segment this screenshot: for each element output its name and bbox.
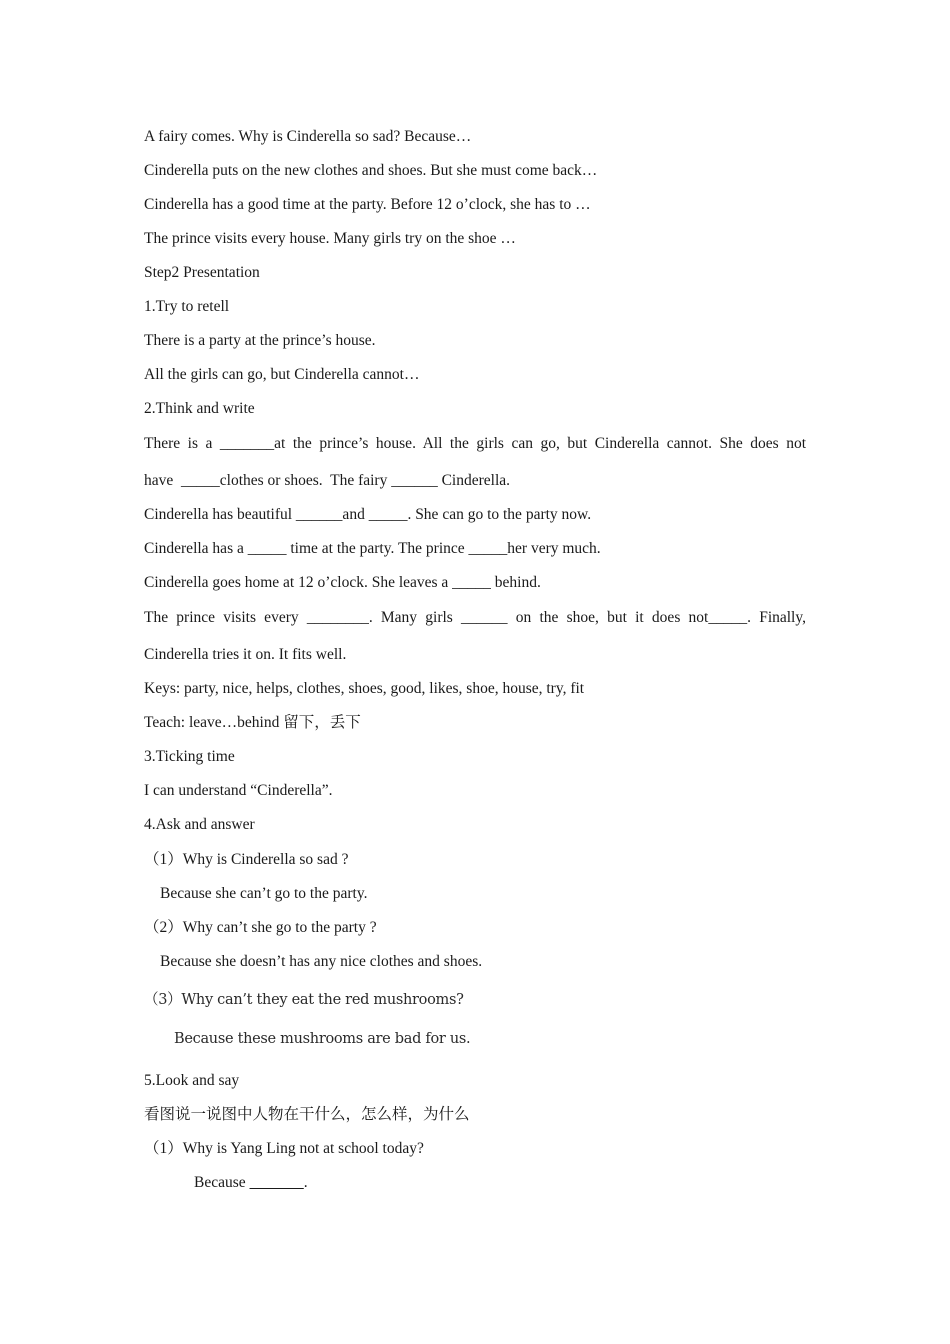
section-retell-heading: 1.Try to retell — [144, 298, 230, 315]
story-line-party: Cinderella has a good time at the party. Before 12 o’clock, she has to … — [144, 196, 591, 213]
answer-2: Because she doesn’t has any nice clothes and shoes. — [160, 953, 483, 970]
question-2: （2）Why can’t she go to the party ? — [144, 919, 377, 936]
story-line-clothes: Cinderella puts on the new clothes and shoes. But she must come back… — [144, 162, 598, 179]
answer-prefix: Because — [194, 1174, 250, 1191]
section-think-write-heading: 2.Think and write — [144, 400, 255, 417]
step2-heading: Step2 Presentation — [144, 264, 260, 281]
ticking-line: I can understand “Cinderella”. — [144, 782, 333, 799]
fill-blank-line-5: Cinderella goes home at 12 o’clock. She leaves a _____ behind. — [144, 574, 541, 591]
section-ticking-heading: 3.Ticking time — [144, 748, 235, 765]
teach-line: Teach: leave…behind 留下，丢下 — [144, 714, 361, 731]
keys-line: Keys: party, nice, helps, clothes, shoes, good, likes, shoe, house, try, fit — [144, 680, 585, 697]
section-ask-answer-heading: 4.Ask and answer — [144, 816, 255, 833]
fill-blank-line-7: Cinderella tries it on. It fits well. — [144, 646, 347, 663]
answer-3: Because these mushrooms are bad for us. — [174, 1030, 471, 1048]
fill-blank-line-4: Cinderella has a _____ time at the party. The prince _____her very much. — [144, 540, 601, 557]
answer-yang-ling — [194, 1173, 308, 1193]
answer-blank — [250, 1174, 304, 1191]
fill-blank-line-6: The prince visits every ________. Many girls ______ on the shoe, but it does not_____. Finally, — [144, 609, 806, 626]
retell-line-2: All the girls can go, but Cinderella cannot… — [144, 366, 420, 383]
fill-blank-line-1: There is a _______at the prince’s house. All the girls can go, but Cinderella cannot. She does not — [144, 435, 806, 452]
look-say-instruction: 看图说一说图中人物在干什么，怎么样，为什么 — [144, 1106, 470, 1123]
retell-line-1: There is a party at the prince’s house. — [144, 332, 376, 349]
question-3: （3）Why can’t they eat the red mushrooms? — [144, 991, 464, 1009]
section-look-say-heading: 5.Look and say — [144, 1072, 240, 1089]
story-line-fairy: A fairy comes. Why is Cinderella so sad? Because… — [144, 128, 472, 145]
answer-1: Because she can’t go to the party. — [160, 885, 368, 902]
answer-suffix: . — [303, 1174, 308, 1191]
question-yang-ling: （1）Why is Yang Ling not at school today? — [144, 1140, 424, 1157]
question-1: （1）Why is Cinderella so sad ? — [144, 851, 349, 868]
fill-blank-line-3: Cinderella has beautiful ______and _____. She can go to the party now. — [144, 506, 592, 523]
fill-blank-line-2: have _____clothes or shoes. The fairy ______ Cinderella. — [144, 472, 511, 489]
story-line-prince: The prince visits every house. Many girls try on the shoe … — [144, 230, 516, 247]
